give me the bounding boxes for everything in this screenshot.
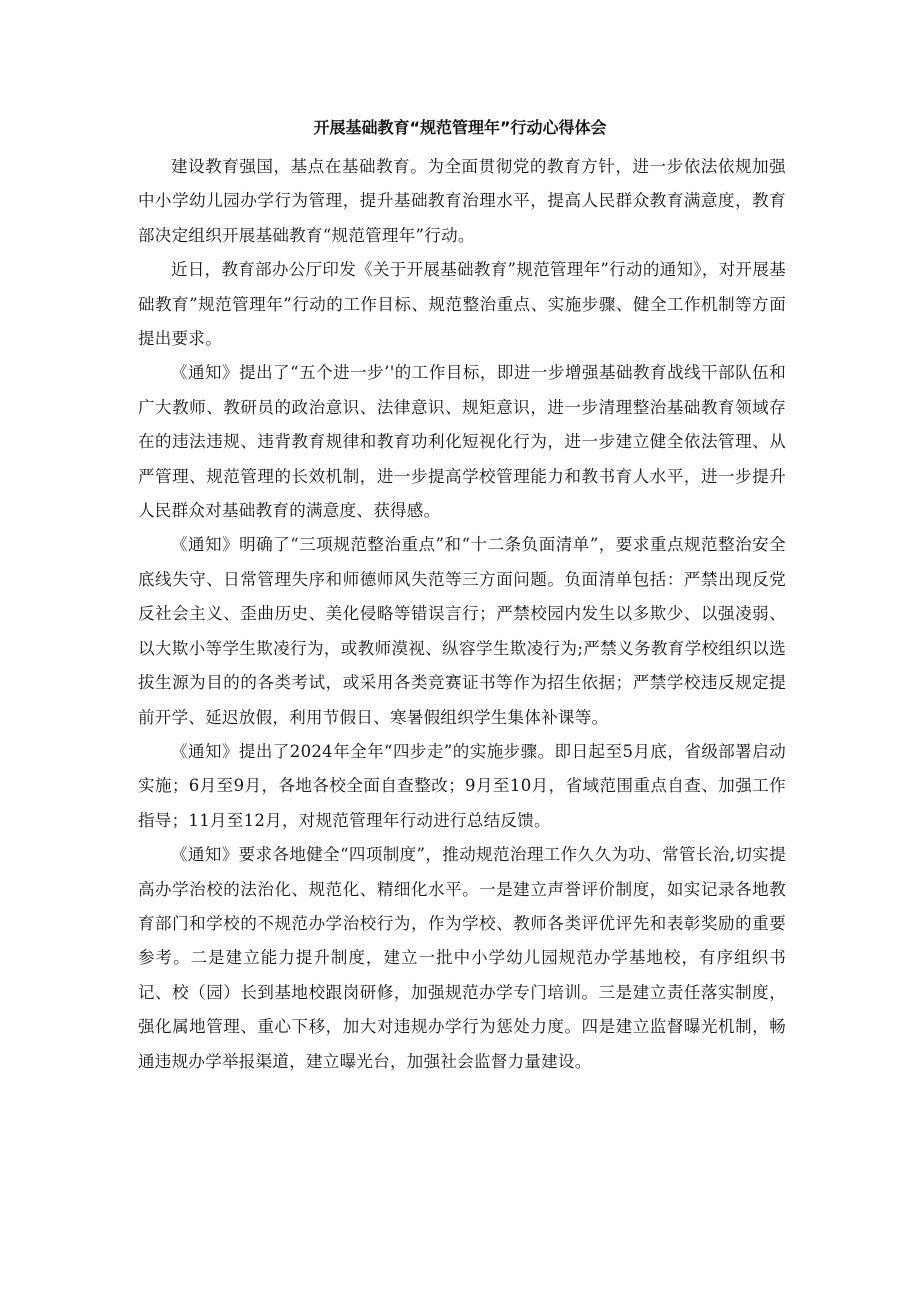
paragraph-work-goals: 《通知》提出了“五个进一步’'的工作目标，即进一步增强基础教育战线干部队伍和广大教师、教研员的政治意识、法律意识、规矩意识，进一步清理整治基础教育领域存在的违法违规、违背教育规律和教育功利化短视化行为，进一步建立健全依法管理、从严管理、规范管理的长效机制，进一步提高学校管理能力和教书育人水平，进一步提升人民群众对基础教育的满意度、获得感。: [138, 363, 786, 521]
paragraph-four-steps: 《通知》提出了2024年全年“四步走”的实施步骤。即日起至5月底，省级部署启动实施；6月至9月，各地各校全面自查整改；9月至10月，省域范围重点自查、加强工作指导；11月至12月，对规范管理年行动进行总结反馈。: [138, 741, 786, 830]
document-body: [138, 150, 786, 1079]
paragraph-four-systems: 《通知》要求各地健全“四项制度”，推动规范治理工作久久为功、常管长治,切实提高办学治校的法治化、规范化、精细化水平。一是建立声誉评价制度，如实记录各地教育部门和学校的不规范办学治校行为，作为学校、教师各类评优评先和表彰奖励的重要参考。二是建立能力提升制度，建立一批中小学幼儿园规范办学基地校，有序组织书记、校（园）长到基地校跟岗研修，加强规范办学专门培训。三是建立责任落实制度，强化属地管理、重心下移，加大对违规办学行为惩处力度。四是建立监督曝光机制，畅通违规办学举报渠道，建立曝光台，加强社会监督力量建设。: [138, 845, 786, 1071]
paragraph-notice-issued: 近日，教育部办公厅印发《关于开展基础教育”规范管理年”行动的通知》，对开展基础教育”规范管理年”行动的工作目标、规范整治重点、实施步骤、健全工作机制等方面提出要求。: [138, 260, 786, 349]
paragraph-intro: 建设教育强国，基点在基础教育。为全面贯彻党的教育方针，进一步依法依规加强中小学幼儿园办学行为管理，提升基础教育治理水平，提高人民群众教育满意度，教育部决定组织开展基础教育“规范管理年”行动。: [138, 157, 786, 245]
document-title: 开展基础教育“规范管理年”行动心得体会: [313, 118, 607, 137]
paragraph-negative-list: 《通知》明确了“三项规范整治重点”和“十二条负面清单”，要求重点规范整治安全底线失守、日常管理失序和师德师风失范等三方面问题。负面清单包括：严禁出现反党反社会主义、歪曲历史、美化侵略等错误言行；严禁校园内发生以多欺少、以强凌弱、以大欺小等学生欺凌行为，或教师漠视、纵容学生欺凌行为;严禁义务教育学校组织以选拔生源为目的的各类考试，或采用各类竞赛证书等作为招生依据；严禁学校违反规定提前开学、延迟放假，利用节假日、寒暑假组织学生集体补课等。: [138, 535, 786, 727]
